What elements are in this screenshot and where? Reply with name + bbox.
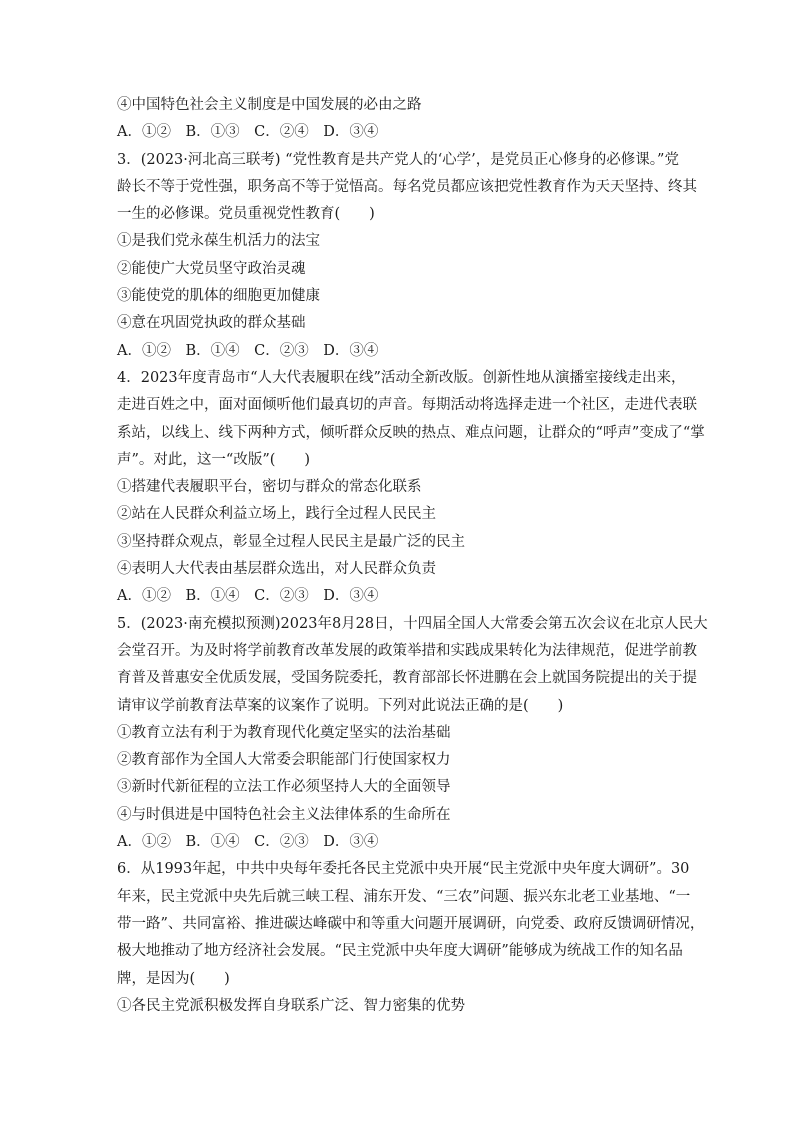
option-line: ④表明人大代表由基层群众选出，对人民群众负责 [117,561,436,578]
answer-choices: A．①② B．①④ C．②③ D．③④ [117,342,379,359]
question-3 [117,147,697,365]
option-line: ④中国特色社会主义制度是中国发展的必由之路 [117,97,422,113]
question-6 [117,856,705,1020]
answer-choices: A．①② B．①④ C．②③ D．③④ [117,588,379,605]
answer-choices: A．①② B．①④ C．②③ D．③④ [117,834,379,851]
question-stem-line: 育普及普惠安全优质发展，受国务院委托，教育部部长怀进鹏在会上就国务院提出的关于提 [117,670,697,687]
question-stem-line: 一生的必修课。党员重视党性教育( ) [117,206,375,223]
question-stem-line: 请审议学前教育法草案的议案作了说明。下列对此说法正确的是( ) [117,697,564,714]
option-line: ②教育部作为全国人大常委会职能部门行使国家权力 [117,752,451,769]
option-line: ③新时代新征程的立法工作必须坚持人大的全面领导 [117,779,451,796]
question-stem-line: 走进百姓之中，面对面倾听他们最真切的声音。每期活动将选择走进一个社区，走进代表联 [117,397,697,414]
question-5 [117,611,708,857]
question-stem-line: 6．从1993年起，中共中央每年委托各民主党派中央开展“民主党派中央年度大调研”。30 [117,861,690,878]
option-line: ④意在巩固党执政的群众基础 [117,315,306,332]
question-4 [117,365,705,611]
question-stem-line: 5．(2023·南充模拟预测)2023年8月28日，十四届全国人大常委会第五次会议在北京人民大 [117,615,708,632]
document-body [117,92,708,1020]
option-line: ②站在人民群众利益立场上，践行全过程人民民主 [117,506,436,523]
option-line: ③能使党的肌体的细胞更加健康 [117,288,320,305]
question-stem-line: 年来，民主党派中央先后就三峡工程、浦东开发、“三农”问题、振兴东北老工业基地、“一 [117,888,691,905]
question-stem-line: 4．2023年度青岛市“人大代表履职在线”活动全新改版。创新性地从演播室接线走出来， [117,369,686,386]
answer-choices: A．①② B．①③ C．②④ D．③④ [117,124,379,141]
question-stem-line: 龄长不等于党性强，职务高不等于觉悟高。每名党员都应该把党性教育作为天天坚持、终其 [117,178,697,195]
option-line: ②能使广大党员坚守政治灵魂 [117,260,306,277]
question-stem-line: 声”。对此，这一“改版”( ) [117,451,311,468]
question-stem-line: 极大地推动了地方经济社会发展。“民主党派中央年度大调研”能够成为统战工作的知名品 [117,943,683,960]
question-stem-line: 会堂召开。为及时将学前教育改革发展的政策举措和实践成果转化为法律规范，促进学前教 [117,642,697,659]
question-stem-line: 系站，以线上、线下两种方式，倾听群众反映的热点、难点问题，让群众的“呼声”变成了“掌 [117,424,705,441]
question-stem-line: 牌，是因为( ) [117,970,230,987]
question-stem-line: 3．(2023·河北高三联考) “党性教育是共产党人的‘心学’，是党员正心修身的必修课。”党 [117,151,679,168]
option-line: ①教育立法有利于为教育现代化奠定坚实的法治基础 [117,724,451,741]
option-line: ①各民主党派积极发挥自身联系广泛、智力密集的优势 [117,997,465,1014]
option-line: ①搭建代表履职平台，密切与群众的常态化联系 [117,479,422,496]
option-line: ④与时俱进是中国特色社会主义法律体系的生命所在 [117,806,451,823]
question-stem-line: 带一路”、共同富裕、推进碳达峰碳中和等重大问题开展调研，向党委、政府反馈调研情况， [117,915,705,932]
option-line: ①是我们党永葆生机活力的法宝 [117,233,320,250]
option-line: ③坚持群众观点，彰显全过程人民民主是最广泛的民主 [117,533,465,550]
